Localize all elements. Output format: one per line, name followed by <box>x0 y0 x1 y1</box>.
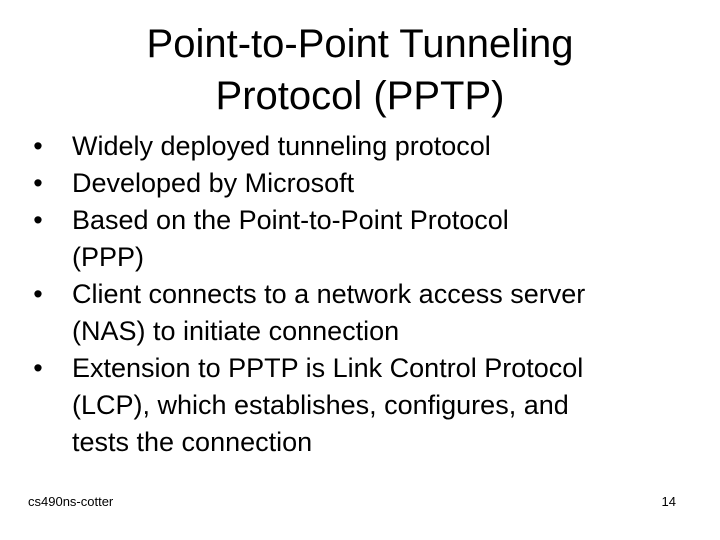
slide-title-line-2: Protocol (PPTP) <box>215 74 505 118</box>
bullet-item <box>28 276 700 350</box>
bullet-dot-icon: • <box>33 279 43 309</box>
bullet-dot-icon: • <box>33 131 43 161</box>
bullet-text: Extension to PPTP is Link Control Protocol <box>72 353 584 383</box>
slide-title <box>40 18 680 122</box>
bullet-dot-icon: • <box>33 205 43 235</box>
bullet-dot-icon: • <box>33 168 43 198</box>
bullet-text-continuation: tests the connection <box>72 427 313 457</box>
bullet-text-continuation: (NAS) to initiate connection <box>72 316 400 346</box>
footer-course-label: cs490ns-cotter <box>28 494 114 509</box>
bullet-text: Client connects to a network access server <box>72 279 586 309</box>
bullet-text-continuation: (LCP), which establishes, configures, and <box>72 390 569 420</box>
bullet-item <box>28 202 700 276</box>
bullet-text-continuation: (PPP) <box>72 242 145 272</box>
bullet-text: Based on the Point-to-Point Protocol <box>72 205 509 235</box>
slide-title-line-1: Point-to-Point Tunneling <box>146 22 574 66</box>
bullet-item <box>28 128 700 165</box>
page-number: 14 <box>661 494 676 509</box>
bullet-list <box>28 128 700 461</box>
bullet-item <box>28 165 700 202</box>
bullet-text: Widely deployed tunneling protocol <box>72 131 491 161</box>
bullet-dot-icon: • <box>33 353 43 383</box>
bullet-item <box>28 350 700 461</box>
bullet-text: Developed by Microsoft <box>72 168 355 198</box>
